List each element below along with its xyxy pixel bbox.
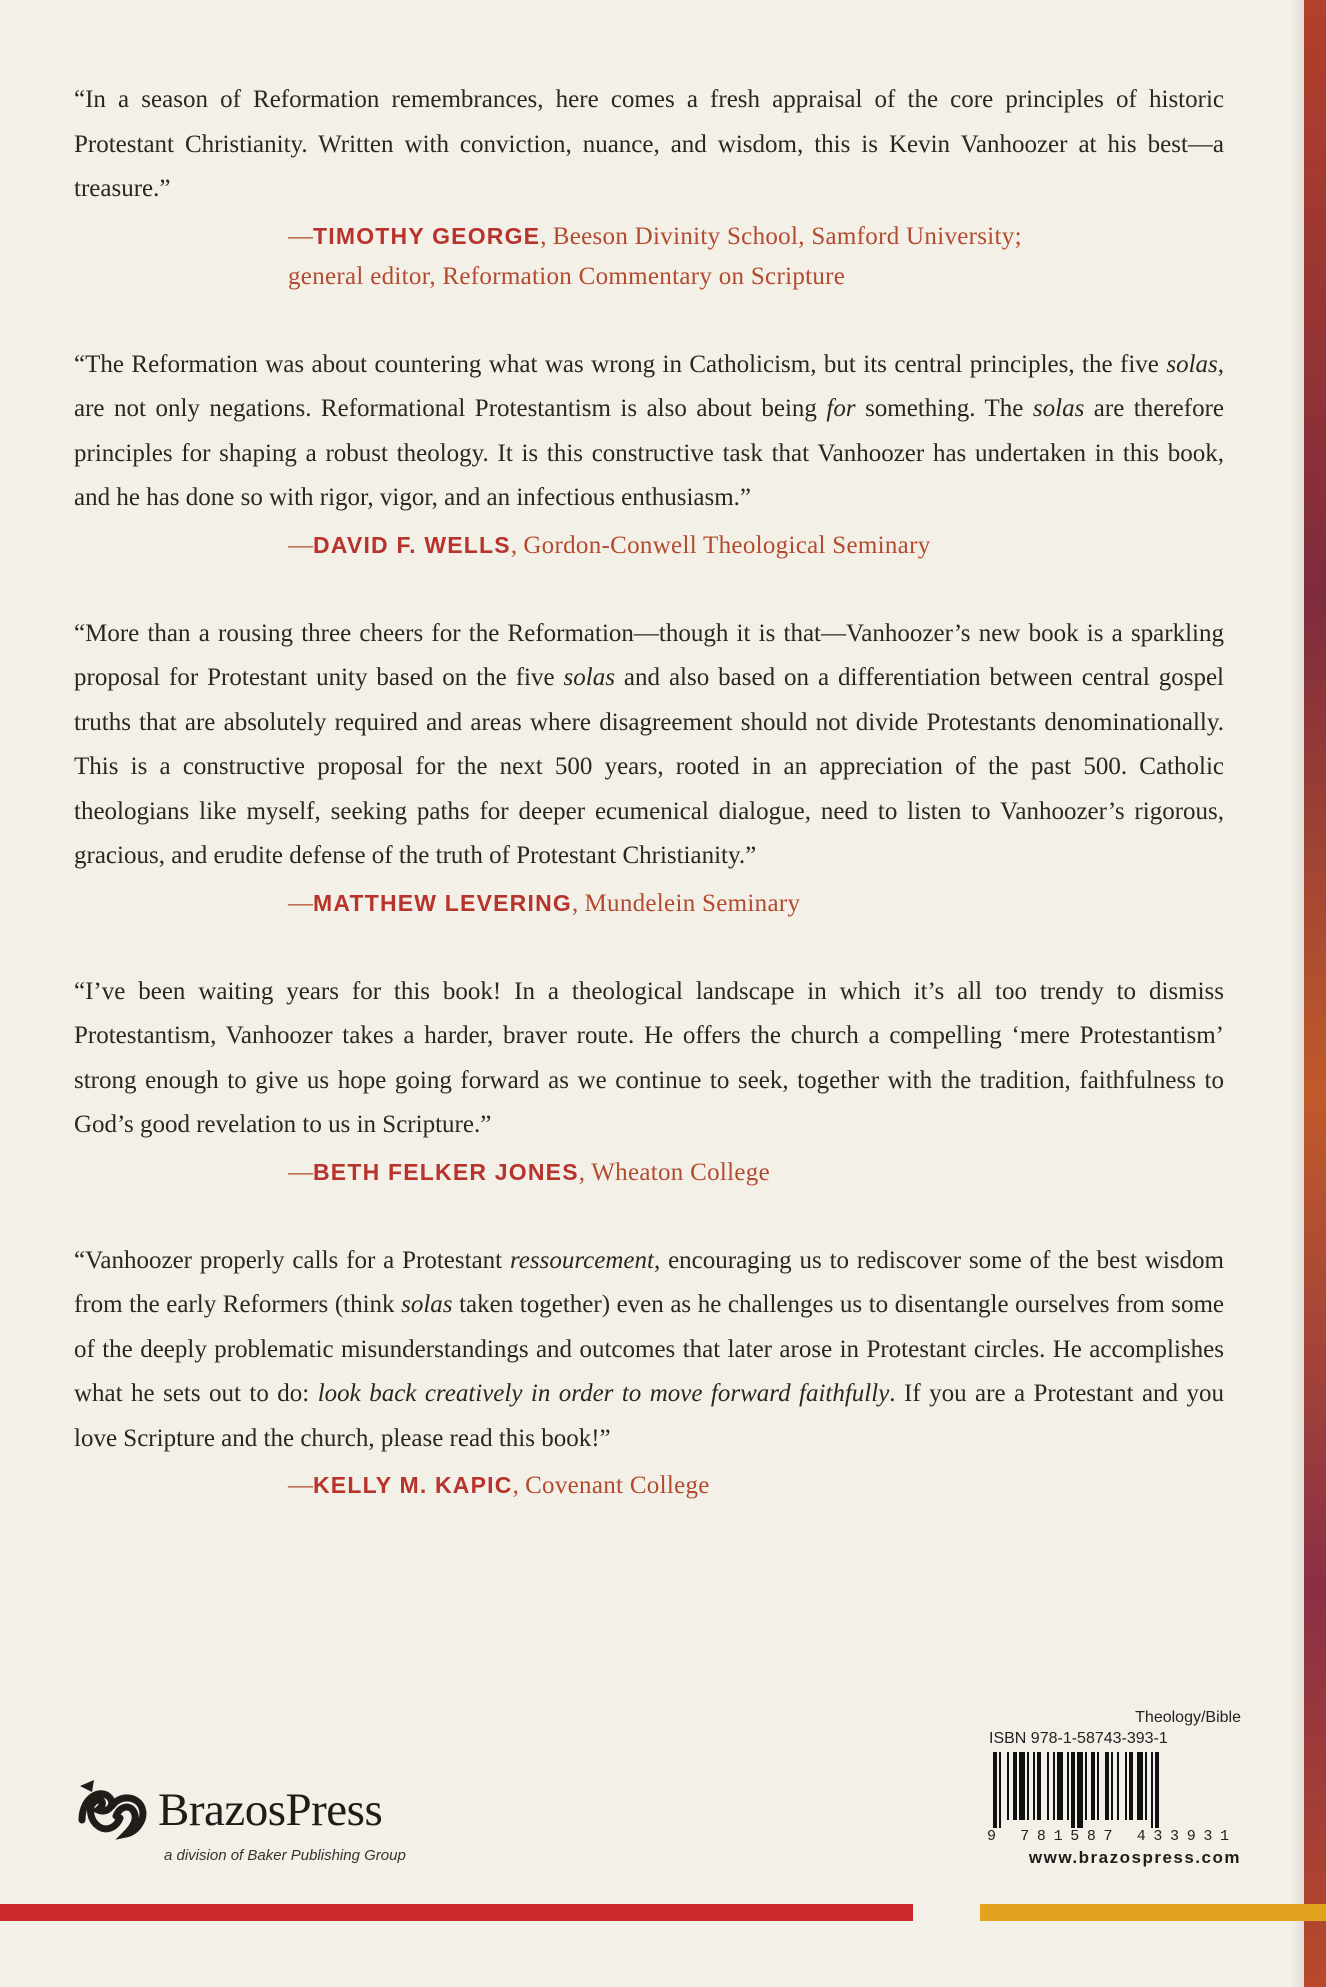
quote-text: “Vanhoozer properly calls for a Protestant bbox=[74, 1246, 510, 1274]
isbn-block bbox=[985, 1708, 1241, 1868]
barcode-bar bbox=[1145, 1752, 1147, 1820]
barcode-bar bbox=[1085, 1752, 1087, 1820]
attribution-dash: — bbox=[288, 1158, 313, 1186]
barcode-bar bbox=[1117, 1752, 1119, 1820]
endorsement bbox=[74, 612, 1224, 924]
isbn-text: ISBN 978-1-58743-393-1 bbox=[989, 1730, 1168, 1747]
quote-italic-text: ressourcement bbox=[509, 1246, 654, 1274]
quote-italic-text: solas bbox=[401, 1291, 453, 1318]
endorser-affiliation: Mundelein Seminary bbox=[584, 889, 801, 917]
endorsement-quote bbox=[74, 970, 1224, 1148]
barcode-bar bbox=[1137, 1752, 1143, 1820]
attribution-separator: , bbox=[578, 1158, 592, 1186]
quote-text: “I’ve been waiting years for this book! In a theological landscape in which it’s all too trendy to dismiss Protestantism, Vanhoozer takes a harder, braver route. He offers the church a compelling ‘mere Protestantism’ strong enough to give us hope going forward as we continue to seek, together with the tradition, faithfulness to God’s good revelation to us in Scripture.” bbox=[74, 977, 1224, 1138]
quote-text: , are not only negations. Reformational Protestantism is also about being bbox=[74, 350, 1224, 422]
barcode-bar bbox=[1155, 1752, 1159, 1828]
endorser-name: MATTHEW LEVERING bbox=[313, 889, 572, 916]
endorsement-quote bbox=[74, 343, 1224, 521]
barcode-bar bbox=[1019, 1752, 1025, 1820]
spine-edge bbox=[1304, 0, 1326, 1987]
barcode-bar bbox=[999, 1752, 1001, 1828]
quote-italic-text: solas bbox=[1166, 350, 1218, 378]
barcode-bar bbox=[1037, 1752, 1041, 1820]
barcode-bar bbox=[1129, 1752, 1133, 1820]
quote-text: and also based on a differentiation between central gospel truths that are absolutely required and areas where disagreement should not divide Protestants denominationally. This is a constructive proposal for the next 500 years, rooted in an appreciation of the past 500. Catholic theologians like myself, seeking paths for deeper ecumenical dialogue, need to listen to Vanhoozer’s rigorous, gracious, and erudite defense of the truth of Protestant Christianity.” bbox=[74, 664, 1224, 869]
barcode-bars bbox=[993, 1752, 1159, 1828]
barcode-bar bbox=[1105, 1752, 1109, 1820]
barcode-bar bbox=[1091, 1752, 1095, 1820]
endorsement bbox=[74, 343, 1224, 566]
endorser-name: DAVID F. WELLS bbox=[313, 531, 511, 558]
endorsement bbox=[74, 1239, 1224, 1507]
publisher-logo bbox=[76, 1776, 476, 1876]
barcode-bar bbox=[1077, 1752, 1083, 1828]
barcode-bar bbox=[1067, 1752, 1069, 1820]
quote-text: are therefore principles for shaping a robust theology. It is this constructive task that Vanhoozer has undertaken in this book, and he has done so with rigor, vigor, and an infectious enthusiasm.” bbox=[74, 395, 1225, 511]
barcode-digits: 9 781587 433931 bbox=[987, 1828, 1229, 1844]
spine-shadow bbox=[1290, 0, 1304, 1987]
attribution-separator: , bbox=[510, 531, 524, 559]
publisher-name: BrazosPress bbox=[158, 1784, 383, 1836]
barcode-bar bbox=[1097, 1752, 1099, 1820]
attribution-dash: — bbox=[288, 531, 313, 559]
endorsement-attribution bbox=[288, 525, 1224, 566]
barcode-bar bbox=[1151, 1752, 1153, 1828]
attribution-separator: , bbox=[512, 1472, 526, 1499]
endorser-affiliation: Gordon-Conwell Theological Seminary bbox=[523, 531, 931, 559]
quote-text: , encouraging us to rediscover some of the best wisdom from the early Reformers (think bbox=[74, 1246, 1224, 1318]
barcode-bar bbox=[993, 1752, 997, 1828]
endorsement-quote bbox=[74, 78, 1224, 212]
endorsement-attribution bbox=[288, 216, 1224, 297]
endorser-affiliation: Wheaton College bbox=[591, 1158, 771, 1186]
barcode-bar bbox=[1013, 1752, 1017, 1820]
barcode-bar bbox=[1047, 1752, 1049, 1820]
quote-italic-text: for bbox=[826, 395, 856, 422]
publisher-tagline: a division of Baker Publishing Group bbox=[164, 1847, 406, 1864]
quote-text: “In a season of Reformation remembrances, here comes a fresh appraisal of the core principles of historic Protestant Christianity. Written with conviction, nuance, and wisdom, this is Kevin Vanhoozer at his best—a treasure.” bbox=[74, 86, 1224, 202]
quote-text: . If you are a Protestant and you love Scripture and the church, please read this book!” bbox=[74, 1380, 1224, 1452]
endorsement bbox=[74, 970, 1224, 1193]
barcode-bar bbox=[1053, 1752, 1055, 1820]
category-label: Theology/Bible bbox=[1135, 1709, 1241, 1726]
attribution-dash: — bbox=[288, 1472, 313, 1499]
bottom-gold-bar bbox=[980, 1904, 1326, 1921]
barcode-bar bbox=[1111, 1752, 1113, 1820]
barcode-bar bbox=[1033, 1752, 1035, 1820]
endorsement-attribution bbox=[288, 1465, 1224, 1506]
quote-italic-text: solas bbox=[563, 664, 615, 691]
endorsement-attribution bbox=[288, 1152, 1224, 1193]
attribution-dash: — bbox=[288, 222, 313, 250]
barcode-bar bbox=[1057, 1752, 1063, 1820]
barcode-bar bbox=[1007, 1752, 1009, 1820]
publisher-website[interactable]: www.brazospress.com bbox=[1028, 1848, 1241, 1867]
barcode-bar bbox=[1125, 1752, 1127, 1820]
endorsements bbox=[74, 78, 1224, 1552]
endorser-affiliation-line2: general editor, Reformation Commentary on Scripture bbox=[288, 262, 846, 290]
barcode bbox=[985, 1752, 1241, 1844]
quote-text: something. The bbox=[855, 395, 1033, 422]
endorser-affiliation: Covenant College bbox=[525, 1472, 710, 1499]
bottom-red-bar bbox=[0, 1904, 913, 1921]
barcode-bar bbox=[1071, 1752, 1075, 1828]
endorser-affiliation: Beeson Divinity School, Samford University; bbox=[552, 222, 1022, 250]
quote-text: “More than a rousing three cheers for the Reformation—though it is that—Vanhoozer’s new book is a sparkling proposal for Protestant unity based on the five bbox=[74, 619, 1224, 691]
endorser-name: TIMOTHY GEORGE bbox=[313, 222, 541, 249]
quote-italic-text: look back creatively in order to move forward faithfully bbox=[317, 1380, 890, 1407]
endorsement bbox=[74, 78, 1224, 297]
attribution-dash: — bbox=[288, 889, 313, 917]
endorsement-quote bbox=[74, 612, 1224, 879]
endorsement-attribution bbox=[288, 883, 1224, 924]
endorsement-quote bbox=[74, 1239, 1224, 1462]
attribution-separator: , bbox=[540, 222, 553, 250]
quote-text: “The Reformation was about countering what was wrong in Catholicism, but its central principles, the five bbox=[74, 350, 1167, 378]
quote-italic-text: solas bbox=[1032, 395, 1085, 422]
brazos-logo-icon bbox=[76, 1776, 152, 1846]
attribution-separator: , bbox=[571, 889, 585, 917]
endorser-name: BETH FELKER JONES bbox=[313, 1158, 579, 1185]
endorser-name: KELLY M. KAPIC bbox=[313, 1472, 513, 1498]
barcode-bar bbox=[1027, 1752, 1029, 1820]
quote-text: taken together) even as he challenges us to disentangle ourselves from some of the deeply problematic misunderstandings and outcomes that later arose in Protestant circles. He accomplishes what he sets out to do: bbox=[74, 1291, 1225, 1407]
